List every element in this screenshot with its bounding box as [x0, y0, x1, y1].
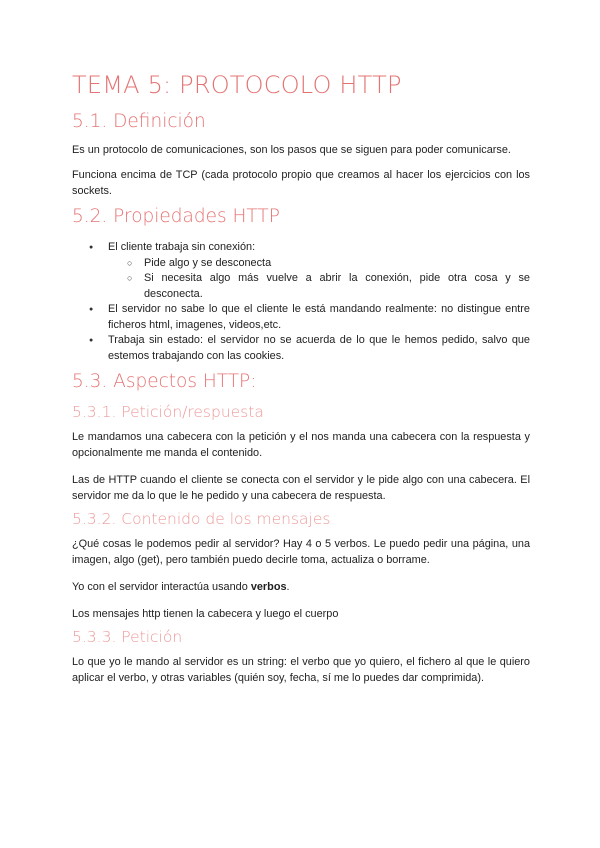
- heading-5-3-1: 5.3.1. Petición/respuesta: [72, 403, 264, 421]
- properties-list: [72, 240, 530, 364]
- paragraph-contenido-1: ¿Qué cosas le podemos pedir al servidor? Hay 4 o 5 verbos. Le puedo pedir una página, una imagen, algo (get), pero también puedo decirle toma, actualiza o borrame.: [72, 538, 530, 566]
- heading-5-3: 5.3. Aspectos HTTP:: [72, 371, 257, 392]
- bold-text-verbos: verbos: [250, 581, 287, 593]
- paragraph-contenido-2: [72, 579, 530, 595]
- heading-5-3-2: 5.3.2. Contenido de los mensajes: [72, 510, 331, 528]
- paragraph-peticion-respuesta-1: Le mandamos una cabecera con la petición y el nos manda una cabecera con la respuesta y opcionalmente me manda el contenido.: [72, 431, 530, 459]
- list-item: ● El servidor no sabe lo que el cliente le está mandando realmente: no distingue entre ficheros html, imagenes, videos,etc.: [72, 302, 530, 333]
- heading-5-3-3: 5.3.3. Petición: [72, 628, 183, 646]
- paragraph-definition-2: Funciona encima de TCP (cada protocolo propio que creamos al hacer los ejercicios con los sockets.: [72, 169, 530, 197]
- sub-list-item: ○ Si necesita algo más vuelve a abrir la conexión, pide otra cosa y se desconecta.: [72, 271, 530, 302]
- list-item-text: El cliente trabaja sin conexión:: [108, 241, 256, 253]
- text-run: .: [286, 581, 290, 593]
- text-run: Yo con el servidor interactúa usando: [72, 581, 251, 593]
- paragraph-definition-1: Es un protocolo de comunicaciones, son los pasos que se siguen para poder comunicarse.: [72, 144, 511, 156]
- list-item: ● Trabaja sin estado: el servidor no se acuerda de lo que le hemos pedido, salvo que estemos trabajando con las cookies.: [72, 333, 530, 364]
- paragraph-contenido-3: Los mensajes http tienen la cabecera y luego el cuerpo: [72, 608, 339, 620]
- sub-list-item: ○ Pide algo y se desconecta: [72, 256, 530, 272]
- list-item: [72, 240, 530, 302]
- paragraph-peticion-1: Lo que yo le mando al servidor es un string: el verbo que yo quiero, el fichero al que le quiero aplicar el verbo, y otras variables (quién soy, fecha, sí me lo puedes dar comprimida).: [72, 656, 530, 684]
- document-title: TEMA 5: PROTOCOLO HTTP: [72, 71, 402, 99]
- sub-list: [108, 256, 530, 303]
- paragraph-peticion-respuesta-2: Las de HTTP cuando el cliente se conecta con el servidor y le pide algo con una cabecera. El servidor me da lo que le he pedido y una cabecera de respuesta.: [72, 474, 530, 502]
- heading-5-1: 5.1. Definición: [72, 111, 206, 132]
- heading-5-2: 5.2. Propiedades HTTP: [72, 206, 280, 227]
